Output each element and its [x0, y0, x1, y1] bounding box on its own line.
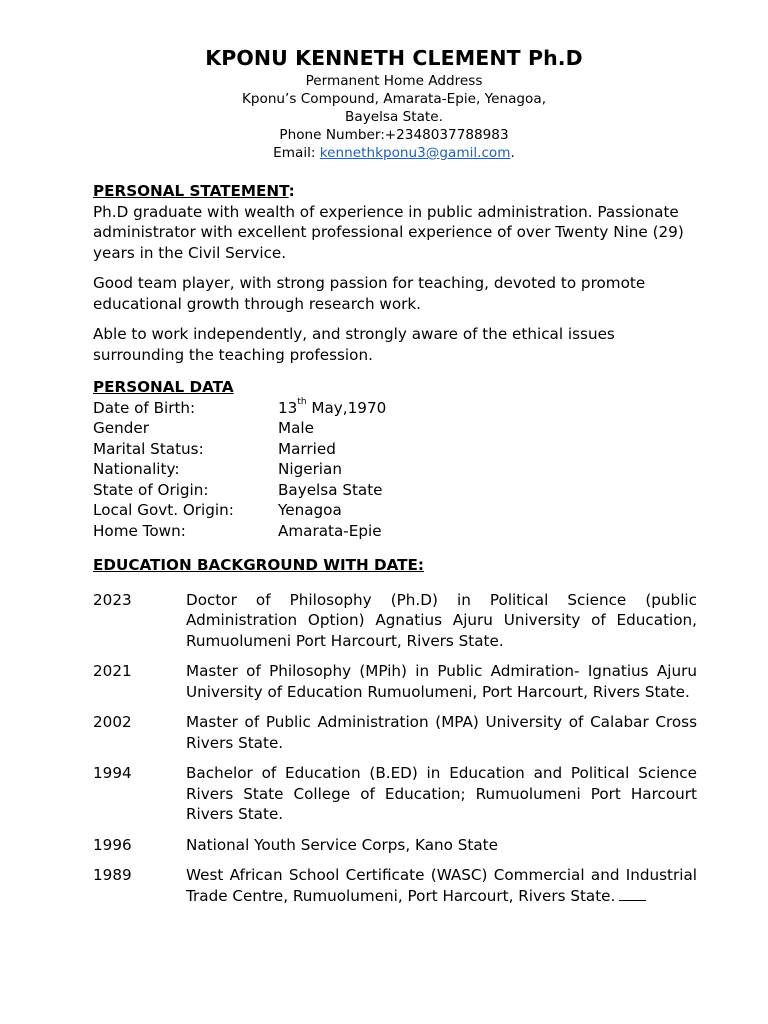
data-value: Yenagoa: [278, 501, 342, 519]
education-year: 1989: [93, 866, 132, 884]
education-text: Master of Public Administration (MPA) University of Calabar Cross Rivers State.: [186, 713, 697, 752]
data-label: State of Origin:: [93, 480, 209, 499]
personal-data-heading: PERSONAL DATA: [93, 378, 234, 396]
email-link[interactable]: kennethkponu3@gamil.com: [319, 145, 511, 161]
personal-statement-heading: PERSONAL STATEMENT:: [93, 182, 295, 200]
address-line-2: Bayelsa State.: [345, 109, 443, 125]
address-title: Permanent Home Address: [305, 73, 483, 89]
data-row: [93, 480, 698, 501]
statement-paragraph: Able to work independently, and strongly aware of the ethical issues surrounding the teaching profession.: [93, 325, 615, 364]
personal-statement-section: [93, 181, 698, 375]
education-year: 1996: [93, 835, 132, 854]
data-value: 13th May,1970: [278, 397, 387, 417]
education-text: Bachelor of Education (B.ED) in Education and Political Science Rivers State College of Education; Rumuolumeni Port Harcourt Rivers State.: [186, 764, 697, 823]
education-heading: EDUCATION BACKGROUND WITH DATE:: [93, 556, 424, 574]
email-line: [0, 144, 768, 162]
data-value: Male: [278, 419, 314, 437]
data-label: Date of Birth:: [93, 398, 196, 417]
data-value: Bayelsa State: [278, 480, 383, 499]
data-value: Nigerian: [278, 460, 342, 478]
education-year: 1994: [93, 764, 132, 782]
personal-data-section: [93, 377, 698, 541]
data-row: [93, 500, 698, 521]
education-section: [93, 555, 698, 916]
education-text: Doctor of Philosophy (Ph.D) in Political Science (public Administration Option) Agnatius Ajuru University of Education, Rumuolumeni Port Harcourt, Rivers State.: [186, 590, 697, 650]
statement-paragraph: Good team player, with strong passion for teaching, devoted to promote educational growth through research work.: [93, 274, 646, 313]
data-row-dob: [93, 398, 698, 419]
email-suffix: .: [510, 145, 515, 161]
data-label: Nationality:: [93, 460, 180, 478]
data-label: Local Govt. Origin:: [93, 501, 234, 519]
education-year: 2021: [93, 662, 132, 680]
education-entry: [93, 590, 698, 652]
address-line-1: Kponu’s Compound, Amarata-Epie, Yenagoa,: [241, 91, 547, 107]
cv-header: [0, 44, 768, 162]
data-row: [93, 418, 698, 439]
education-text: West African School Certificate (WASC) Commercial and Industrial Trade Centre, Rumuolumeni, Port Harcourt, Rivers State.: [186, 866, 697, 905]
education-text: National Youth Service Corps, Kano State: [186, 835, 498, 854]
statement-paragraph: Ph.D graduate with wealth of experience in public administration. Passionate administrator with excellent professional experience of over Twenty Nine (29) years in the Civil Service.: [93, 202, 684, 262]
data-value: Amarata-Epie: [278, 521, 382, 540]
education-entry: [93, 712, 698, 753]
data-row: [93, 439, 698, 460]
education-entry: [93, 865, 698, 906]
data-label: Marital Status:: [93, 439, 204, 458]
data-label: Home Town:: [93, 521, 186, 540]
data-row: [93, 459, 698, 480]
education-entry: [93, 835, 698, 856]
phone-number: Phone Number:+2348037788983: [279, 127, 509, 143]
education-entry: [93, 763, 698, 825]
education-text: Master of Philosophy (MPih) in Public Admiration- Ignatius Ajuru University of Education Rumuolumeni, Port Harcourt, Rivers State.: [186, 662, 697, 701]
data-label: Gender: [93, 419, 149, 437]
email-label: Email:: [273, 145, 320, 161]
candidate-name: KPONU KENNETH CLEMENT Ph.D: [205, 46, 583, 70]
blank-underline: [619, 886, 646, 901]
education-entry: [93, 661, 698, 702]
data-value: Married: [278, 439, 336, 458]
education-year: 2002: [93, 713, 132, 731]
data-row: [93, 521, 698, 542]
education-year: 2023: [93, 590, 132, 609]
